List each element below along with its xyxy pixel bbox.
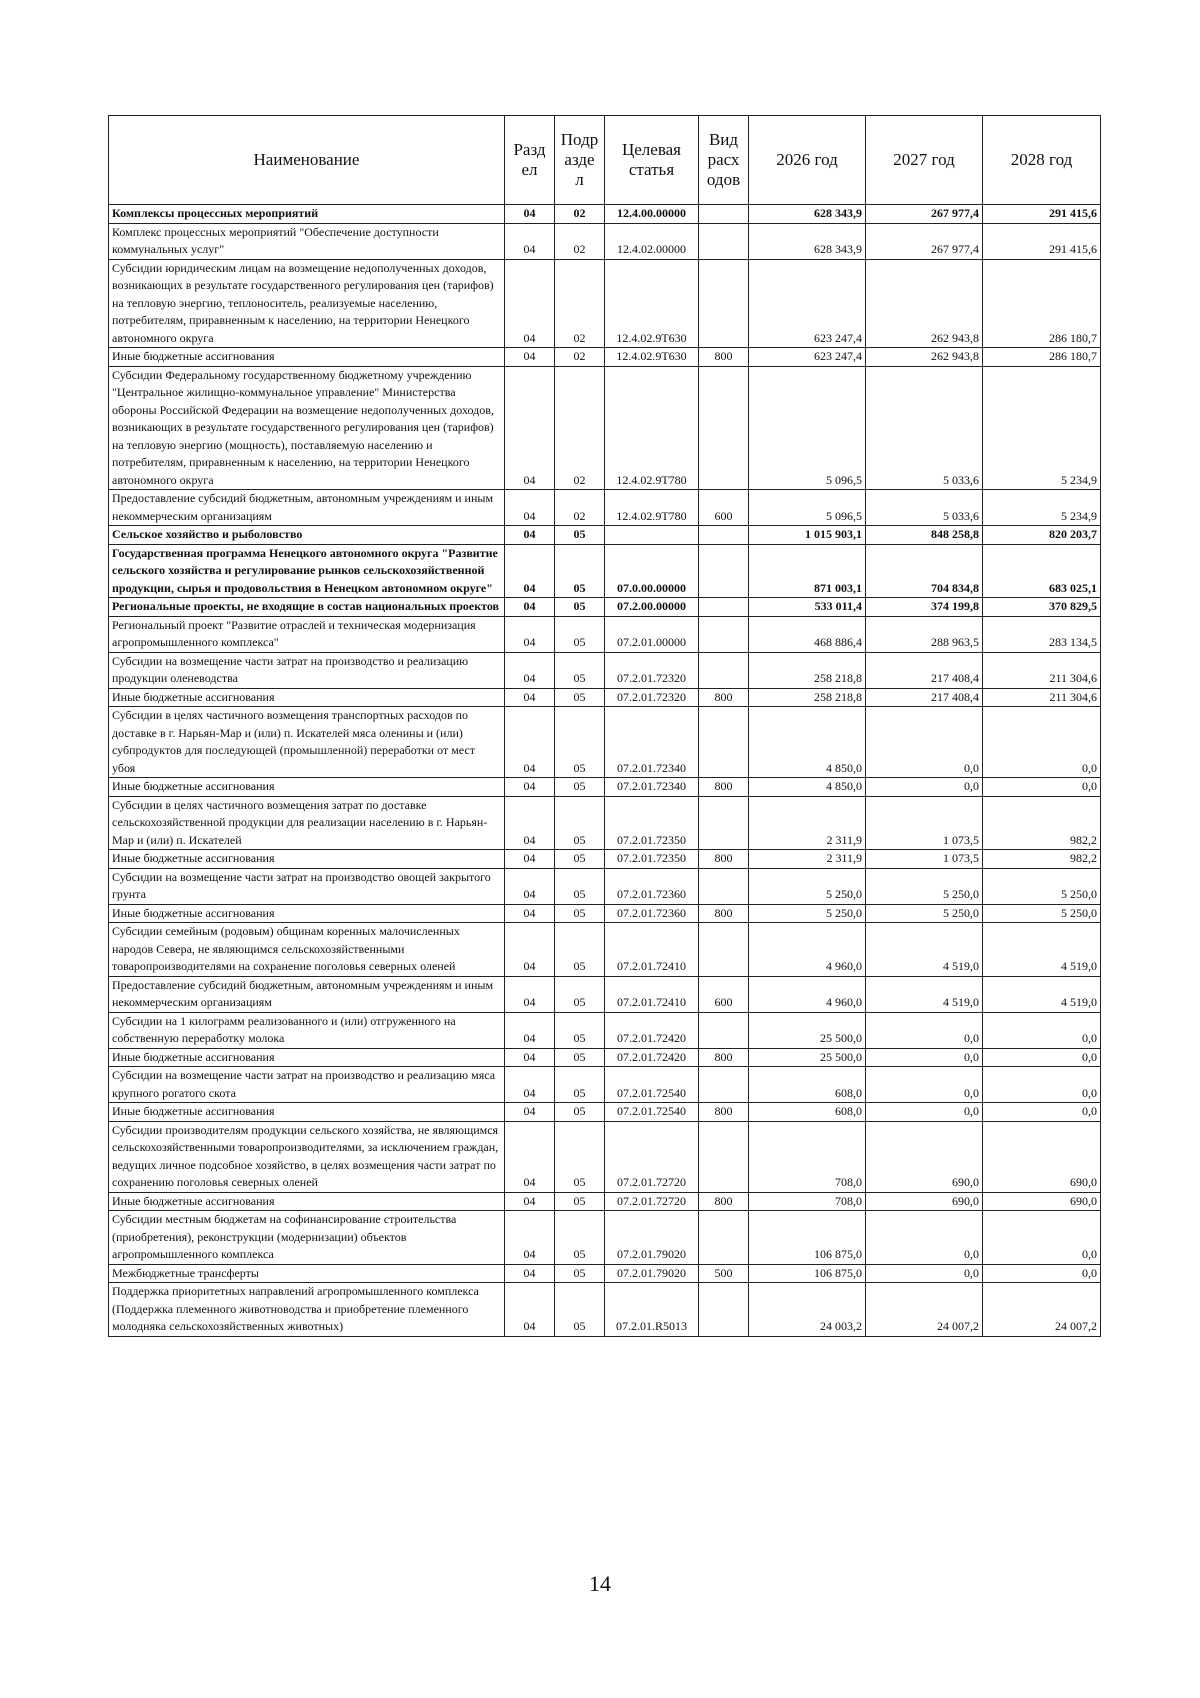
cell-subsection: 05 [555, 1192, 605, 1211]
cell-2026: 4 850,0 [749, 707, 866, 778]
cell-2027: 0,0 [866, 707, 983, 778]
cell-2027: 5 033,6 [866, 366, 983, 490]
header-2028: 2028 год [983, 116, 1101, 205]
cell-subsection: 05 [555, 1103, 605, 1122]
cell-2026: 608,0 [749, 1103, 866, 1122]
cell-2027: 1 073,5 [866, 850, 983, 869]
cell-expense-type: 600 [699, 490, 749, 526]
cell-2026: 2 311,9 [749, 796, 866, 850]
cell-2028: 4 519,0 [983, 923, 1101, 977]
cell-name: Субсидии в целях частичного возмещения затрат по доставке сельскохозяйственной продукции для реализации населению в г. Нарьян-Мар и (или) п. Искателей [109, 796, 505, 850]
table-row [109, 490, 1101, 526]
cell-2026: 25 500,0 [749, 1048, 866, 1067]
table-row [109, 976, 1101, 1012]
cell-2026: 1 015 903,1 [749, 526, 866, 545]
cell-2028: 0,0 [983, 1012, 1101, 1048]
cell-subsection: 02 [555, 490, 605, 526]
cell-2028: 0,0 [983, 1103, 1101, 1122]
table-row [109, 868, 1101, 904]
cell-2026: 871 003,1 [749, 544, 866, 598]
cell-2026: 258 218,8 [749, 688, 866, 707]
cell-2026: 468 886,4 [749, 616, 866, 652]
cell-target-article: 07.2.01.72410 [605, 923, 699, 977]
table-row [109, 652, 1101, 688]
cell-target-article: 12.4.02.9Т630 [605, 348, 699, 367]
cell-2028: 291 415,6 [983, 205, 1101, 224]
cell-section: 04 [505, 223, 555, 259]
cell-name: Региональный проект "Развитие отраслей и техническая модернизация агропромышленного комплекса" [109, 616, 505, 652]
cell-2026: 708,0 [749, 1192, 866, 1211]
cell-name: Субсидии на возмещение части затрат на производство и реализацию продукции оленеводства [109, 652, 505, 688]
cell-2028: 820 203,7 [983, 526, 1101, 545]
cell-target-article: 07.2.01.72720 [605, 1121, 699, 1192]
cell-target-article: 07.2.00.00000 [605, 598, 699, 617]
cell-expense-type [699, 598, 749, 617]
cell-section: 04 [505, 652, 555, 688]
cell-2027: 0,0 [866, 1264, 983, 1283]
cell-target-article: 07.2.01.72420 [605, 1048, 699, 1067]
cell-2027: 374 199,8 [866, 598, 983, 617]
cell-section: 04 [505, 796, 555, 850]
cell-2026: 24 003,2 [749, 1283, 866, 1337]
cell-expense-type [699, 1012, 749, 1048]
table-row [109, 904, 1101, 923]
cell-2028: 0,0 [983, 778, 1101, 797]
cell-subsection: 05 [555, 1211, 605, 1265]
cell-2028: 5 250,0 [983, 868, 1101, 904]
cell-2028: 24 007,2 [983, 1283, 1101, 1337]
cell-2027: 690,0 [866, 1192, 983, 1211]
cell-name: Иные бюджетные ассигнования [109, 1048, 505, 1067]
cell-2028: 982,2 [983, 850, 1101, 869]
cell-target-article: 07.2.01.72350 [605, 850, 699, 869]
table-row [109, 1012, 1101, 1048]
cell-2028: 5 250,0 [983, 904, 1101, 923]
cell-section: 04 [505, 1211, 555, 1265]
cell-subsection: 05 [555, 868, 605, 904]
cell-subsection: 05 [555, 1283, 605, 1337]
cell-2026: 258 218,8 [749, 652, 866, 688]
cell-name: Иные бюджетные ассигнования [109, 688, 505, 707]
cell-section: 04 [505, 1067, 555, 1103]
cell-target-article: 12.4.02.9Т780 [605, 366, 699, 490]
cell-2027: 267 977,4 [866, 223, 983, 259]
cell-2027: 704 834,8 [866, 544, 983, 598]
cell-subsection: 05 [555, 707, 605, 778]
cell-2026: 628 343,9 [749, 223, 866, 259]
cell-2027: 4 519,0 [866, 923, 983, 977]
cell-2027: 262 943,8 [866, 348, 983, 367]
header-subsection: Подр азде л [555, 116, 605, 205]
cell-2028: 683 025,1 [983, 544, 1101, 598]
cell-2026: 5 096,5 [749, 366, 866, 490]
header-2026: 2026 год [749, 116, 866, 205]
table-row [109, 544, 1101, 598]
cell-2027: 217 408,4 [866, 652, 983, 688]
cell-2028: 690,0 [983, 1192, 1101, 1211]
cell-target-article: 07.2.01.72350 [605, 796, 699, 850]
cell-subsection: 05 [555, 598, 605, 617]
cell-target-article: 07.2.01.72360 [605, 904, 699, 923]
table-row [109, 707, 1101, 778]
cell-2028: 211 304,6 [983, 652, 1101, 688]
cell-section: 04 [505, 923, 555, 977]
cell-target-article: 07.2.01.72340 [605, 707, 699, 778]
cell-expense-type [699, 1211, 749, 1265]
cell-2027: 5 250,0 [866, 904, 983, 923]
cell-section: 04 [505, 688, 555, 707]
cell-section: 04 [505, 616, 555, 652]
cell-expense-type: 500 [699, 1264, 749, 1283]
cell-2028: 0,0 [983, 1211, 1101, 1265]
cell-section: 04 [505, 1283, 555, 1337]
cell-target-article: 12.4.02.00000 [605, 223, 699, 259]
cell-2028: 0,0 [983, 1067, 1101, 1103]
table-row [109, 223, 1101, 259]
cell-2026: 5 250,0 [749, 868, 866, 904]
page-number: 14 [589, 1571, 611, 1596]
cell-expense-type [699, 1283, 749, 1337]
cell-expense-type [699, 259, 749, 348]
cell-name: Межбюджетные трансферты [109, 1264, 505, 1283]
cell-subsection: 05 [555, 796, 605, 850]
cell-subsection: 05 [555, 544, 605, 598]
cell-2028: 370 829,5 [983, 598, 1101, 617]
table-row [109, 366, 1101, 490]
table-row [109, 1121, 1101, 1192]
cell-2027: 0,0 [866, 1048, 983, 1067]
cell-2026: 4 960,0 [749, 976, 866, 1012]
cell-name: Иные бюджетные ассигнования [109, 850, 505, 869]
cell-subsection: 05 [555, 616, 605, 652]
cell-subsection: 05 [555, 688, 605, 707]
table-row [109, 1048, 1101, 1067]
cell-subsection: 02 [555, 366, 605, 490]
cell-target-article: 12.4.02.9Т780 [605, 490, 699, 526]
cell-name: Иные бюджетные ассигнования [109, 778, 505, 797]
cell-name: Государственная программа Ненецкого автономного округа "Развитие сельского хозяйства и регулирование рынков сельскохозяйственной продукции, сырья и продовольствия в Ненецком автономном округе" [109, 544, 505, 598]
cell-section: 04 [505, 1103, 555, 1122]
cell-target-article: 07.2.01.72340 [605, 778, 699, 797]
cell-expense-type [699, 616, 749, 652]
cell-expense-type: 800 [699, 850, 749, 869]
cell-2028: 690,0 [983, 1121, 1101, 1192]
cell-2028: 286 180,7 [983, 348, 1101, 367]
cell-target-article: 07.2.01.72540 [605, 1103, 699, 1122]
cell-name: Субсидии на возмещение части затрат на производство овощей закрытого грунта [109, 868, 505, 904]
cell-2028: 211 304,6 [983, 688, 1101, 707]
table-row [109, 205, 1101, 224]
table-row [109, 796, 1101, 850]
cell-2027: 5 033,6 [866, 490, 983, 526]
cell-expense-type [699, 526, 749, 545]
cell-section: 04 [505, 490, 555, 526]
cell-2028: 0,0 [983, 1264, 1101, 1283]
table-row [109, 598, 1101, 617]
cell-2028: 4 519,0 [983, 976, 1101, 1012]
cell-target-article [605, 526, 699, 545]
cell-target-article: 07.2.01.72720 [605, 1192, 699, 1211]
cell-2026: 623 247,4 [749, 259, 866, 348]
cell-section: 04 [505, 904, 555, 923]
cell-target-article: 07.2.01.00000 [605, 616, 699, 652]
cell-section: 04 [505, 850, 555, 869]
cell-subsection: 05 [555, 1067, 605, 1103]
cell-name: Предоставление субсидий бюджетным, автономным учреждениям и иным некоммерческим организациям [109, 490, 505, 526]
cell-target-article: 12.4.00.00000 [605, 205, 699, 224]
cell-2028: 0,0 [983, 707, 1101, 778]
cell-expense-type: 800 [699, 778, 749, 797]
cell-subsection: 05 [555, 1012, 605, 1048]
cell-expense-type [699, 923, 749, 977]
cell-name: Субсидии юридическим лицам на возмещение недополученных доходов, возникающих в результате государственного регулирования цен (тарифов) на тепловую энергию, теплоноситель, реализуемые населению, потребителям, приравненным к населению, на территории Ненецкого автономного округа [109, 259, 505, 348]
cell-subsection: 05 [555, 778, 605, 797]
cell-name: Субсидии в целях частичного возмещения транспортных расходов по доставке в г. Нарьян-Мар и (или) п. Искателей мяса оленины и (или) субпродуктов для последующей (промышленной) переработки от мест убоя [109, 707, 505, 778]
cell-expense-type: 800 [699, 1192, 749, 1211]
cell-name: Субсидии на 1 килограмм реализованного и (или) отгруженного на собственную переработку молока [109, 1012, 505, 1048]
cell-2027: 4 519,0 [866, 976, 983, 1012]
cell-name: Субсидии на возмещение части затрат на производство и реализацию мяса крупного рогатого скота [109, 1067, 505, 1103]
cell-2027: 262 943,8 [866, 259, 983, 348]
cell-2028: 291 415,6 [983, 223, 1101, 259]
cell-section: 04 [505, 1264, 555, 1283]
table-row [109, 688, 1101, 707]
cell-target-article: 12.4.02.9Т630 [605, 259, 699, 348]
table-row [109, 616, 1101, 652]
cell-section: 04 [505, 1121, 555, 1192]
cell-section: 04 [505, 778, 555, 797]
cell-2026: 4 960,0 [749, 923, 866, 977]
table-row [109, 526, 1101, 545]
cell-target-article: 07.2.01.72320 [605, 652, 699, 688]
cell-2028: 286 180,7 [983, 259, 1101, 348]
cell-2028: 982,2 [983, 796, 1101, 850]
cell-2027: 0,0 [866, 1012, 983, 1048]
cell-name: Предоставление субсидий бюджетным, автономным учреждениям и иным некоммерческим организациям [109, 976, 505, 1012]
cell-section: 04 [505, 707, 555, 778]
table-row [109, 1103, 1101, 1122]
cell-2026: 708,0 [749, 1121, 866, 1192]
budget-table [108, 115, 1101, 1337]
cell-expense-type [699, 366, 749, 490]
cell-name: Иные бюджетные ассигнования [109, 1103, 505, 1122]
table-row [109, 1192, 1101, 1211]
cell-name: Субсидии семейным (родовым) общинам коренных малочисленных народов Севера, не являющимся сельскохозяйственными товаропроизводителями на сохранение поголовья северных оленей [109, 923, 505, 977]
cell-name: Региональные проекты, не входящие в состав национальных проектов [109, 598, 505, 617]
cell-expense-type: 600 [699, 976, 749, 1012]
table-row [109, 1067, 1101, 1103]
table-row [109, 259, 1101, 348]
cell-name: Комплекс процессных мероприятий "Обеспечение доступности коммунальных услуг" [109, 223, 505, 259]
cell-section: 04 [505, 598, 555, 617]
cell-2027: 0,0 [866, 1067, 983, 1103]
cell-2027: 848 258,8 [866, 526, 983, 545]
cell-2027: 217 408,4 [866, 688, 983, 707]
cell-name: Иные бюджетные ассигнования [109, 904, 505, 923]
cell-2026: 623 247,4 [749, 348, 866, 367]
cell-section: 04 [505, 976, 555, 1012]
cell-target-article: 07.2.01.72360 [605, 868, 699, 904]
cell-expense-type [699, 223, 749, 259]
cell-name: Сельское хозяйство и рыболовство [109, 526, 505, 545]
cell-subsection: 05 [555, 1264, 605, 1283]
cell-subsection: 05 [555, 976, 605, 1012]
cell-2027: 267 977,4 [866, 205, 983, 224]
cell-2028: 5 234,9 [983, 490, 1101, 526]
cell-section: 04 [505, 1048, 555, 1067]
cell-2028: 283 134,5 [983, 616, 1101, 652]
cell-subsection: 05 [555, 904, 605, 923]
cell-expense-type [699, 707, 749, 778]
header-target-article: Целевая статья [605, 116, 699, 205]
cell-expense-type [699, 652, 749, 688]
cell-name: Субсидии местным бюджетам на софинансирование строительства (приобретения), реконструкции (модернизации) объектов агропромышленного комплекса [109, 1211, 505, 1265]
cell-2026: 4 850,0 [749, 778, 866, 797]
cell-2027: 690,0 [866, 1121, 983, 1192]
cell-expense-type [699, 544, 749, 598]
cell-section: 04 [505, 366, 555, 490]
cell-expense-type: 800 [699, 1048, 749, 1067]
cell-expense-type [699, 1067, 749, 1103]
table-row [109, 778, 1101, 797]
cell-name: Субсидии Федеральному государственному бюджетному учреждению "Центральное жилищно-коммунальное управление" Министерства обороны Российской Федерации на возмещение недополученных доходов, возникающих в результате государственного регулирования цен (тарифов) на тепловую энергию (мощность), поставляемую населению и потребителям, приравненным к населению, на территории Ненецкого автономного округа [109, 366, 505, 490]
cell-expense-type: 800 [699, 348, 749, 367]
cell-section: 04 [505, 1012, 555, 1048]
cell-2026: 106 875,0 [749, 1264, 866, 1283]
table-row [109, 1264, 1101, 1283]
cell-target-article: 07.2.01.79020 [605, 1264, 699, 1283]
header-expense-type: Вид расх одов [699, 116, 749, 205]
cell-target-article: 07.2.01.R5013 [605, 1283, 699, 1337]
cell-2028: 5 234,9 [983, 366, 1101, 490]
header-2027: 2027 год [866, 116, 983, 205]
table-row [109, 850, 1101, 869]
cell-2026: 5 250,0 [749, 904, 866, 923]
cell-2027: 0,0 [866, 1103, 983, 1122]
cell-section: 04 [505, 205, 555, 224]
cell-target-article: 07.2.01.72420 [605, 1012, 699, 1048]
table-body [109, 205, 1101, 1337]
cell-target-article: 07.2.01.79020 [605, 1211, 699, 1265]
cell-subsection: 02 [555, 205, 605, 224]
cell-subsection: 05 [555, 850, 605, 869]
table-header-row [109, 116, 1101, 205]
cell-expense-type [699, 205, 749, 224]
cell-expense-type [699, 796, 749, 850]
cell-name: Поддержка приоритетных направлений агропромышленного комплекса (Поддержка племенного животноводства и приобретение племенного молодняка сельскохозяйственных животных) [109, 1283, 505, 1337]
cell-2027: 5 250,0 [866, 868, 983, 904]
cell-section: 04 [505, 544, 555, 598]
cell-expense-type: 800 [699, 688, 749, 707]
cell-name: Иные бюджетные ассигнования [109, 1192, 505, 1211]
cell-subsection: 05 [555, 652, 605, 688]
cell-name: Субсидии производителям продукции сельского хозяйства, не являющимся сельскохозяйственными товаропроизводителями, за исключением граждан, ведущих личное подсобное хозяйство, в целях возмещения части затрат по сохранению поголовья северных оленей [109, 1121, 505, 1192]
cell-subsection: 05 [555, 1121, 605, 1192]
cell-subsection: 05 [555, 1048, 605, 1067]
header-section: Разд ел [505, 116, 555, 205]
cell-name: Иные бюджетные ассигнования [109, 348, 505, 367]
cell-2026: 2 311,9 [749, 850, 866, 869]
cell-target-article: 07.2.01.72410 [605, 976, 699, 1012]
cell-2026: 106 875,0 [749, 1211, 866, 1265]
cell-target-article: 07.0.00.00000 [605, 544, 699, 598]
cell-section: 04 [505, 868, 555, 904]
cell-section: 04 [505, 1192, 555, 1211]
header-name: Наименование [109, 116, 505, 205]
table-row [109, 923, 1101, 977]
cell-subsection: 02 [555, 223, 605, 259]
cell-2026: 25 500,0 [749, 1012, 866, 1048]
cell-2026: 628 343,9 [749, 205, 866, 224]
cell-2027: 1 073,5 [866, 796, 983, 850]
cell-2026: 533 011,4 [749, 598, 866, 617]
cell-expense-type: 800 [699, 1103, 749, 1122]
cell-section: 04 [505, 348, 555, 367]
cell-subsection: 05 [555, 526, 605, 545]
cell-expense-type [699, 868, 749, 904]
cell-target-article: 07.2.01.72320 [605, 688, 699, 707]
cell-2027: 24 007,2 [866, 1283, 983, 1337]
cell-subsection: 05 [555, 923, 605, 977]
cell-2026: 5 096,5 [749, 490, 866, 526]
cell-2027: 0,0 [866, 1211, 983, 1265]
cell-2027: 0,0 [866, 778, 983, 797]
cell-subsection: 02 [555, 259, 605, 348]
cell-target-article: 07.2.01.72540 [605, 1067, 699, 1103]
cell-expense-type: 800 [699, 904, 749, 923]
table-row [109, 1283, 1101, 1337]
cell-section: 04 [505, 259, 555, 348]
cell-2026: 608,0 [749, 1067, 866, 1103]
cell-expense-type [699, 1121, 749, 1192]
cell-name: Комплексы процессных мероприятий [109, 205, 505, 224]
cell-section: 04 [505, 526, 555, 545]
cell-2027: 288 963,5 [866, 616, 983, 652]
table-row [109, 1211, 1101, 1265]
cell-2028: 0,0 [983, 1048, 1101, 1067]
cell-subsection: 02 [555, 348, 605, 367]
table-row [109, 348, 1101, 367]
